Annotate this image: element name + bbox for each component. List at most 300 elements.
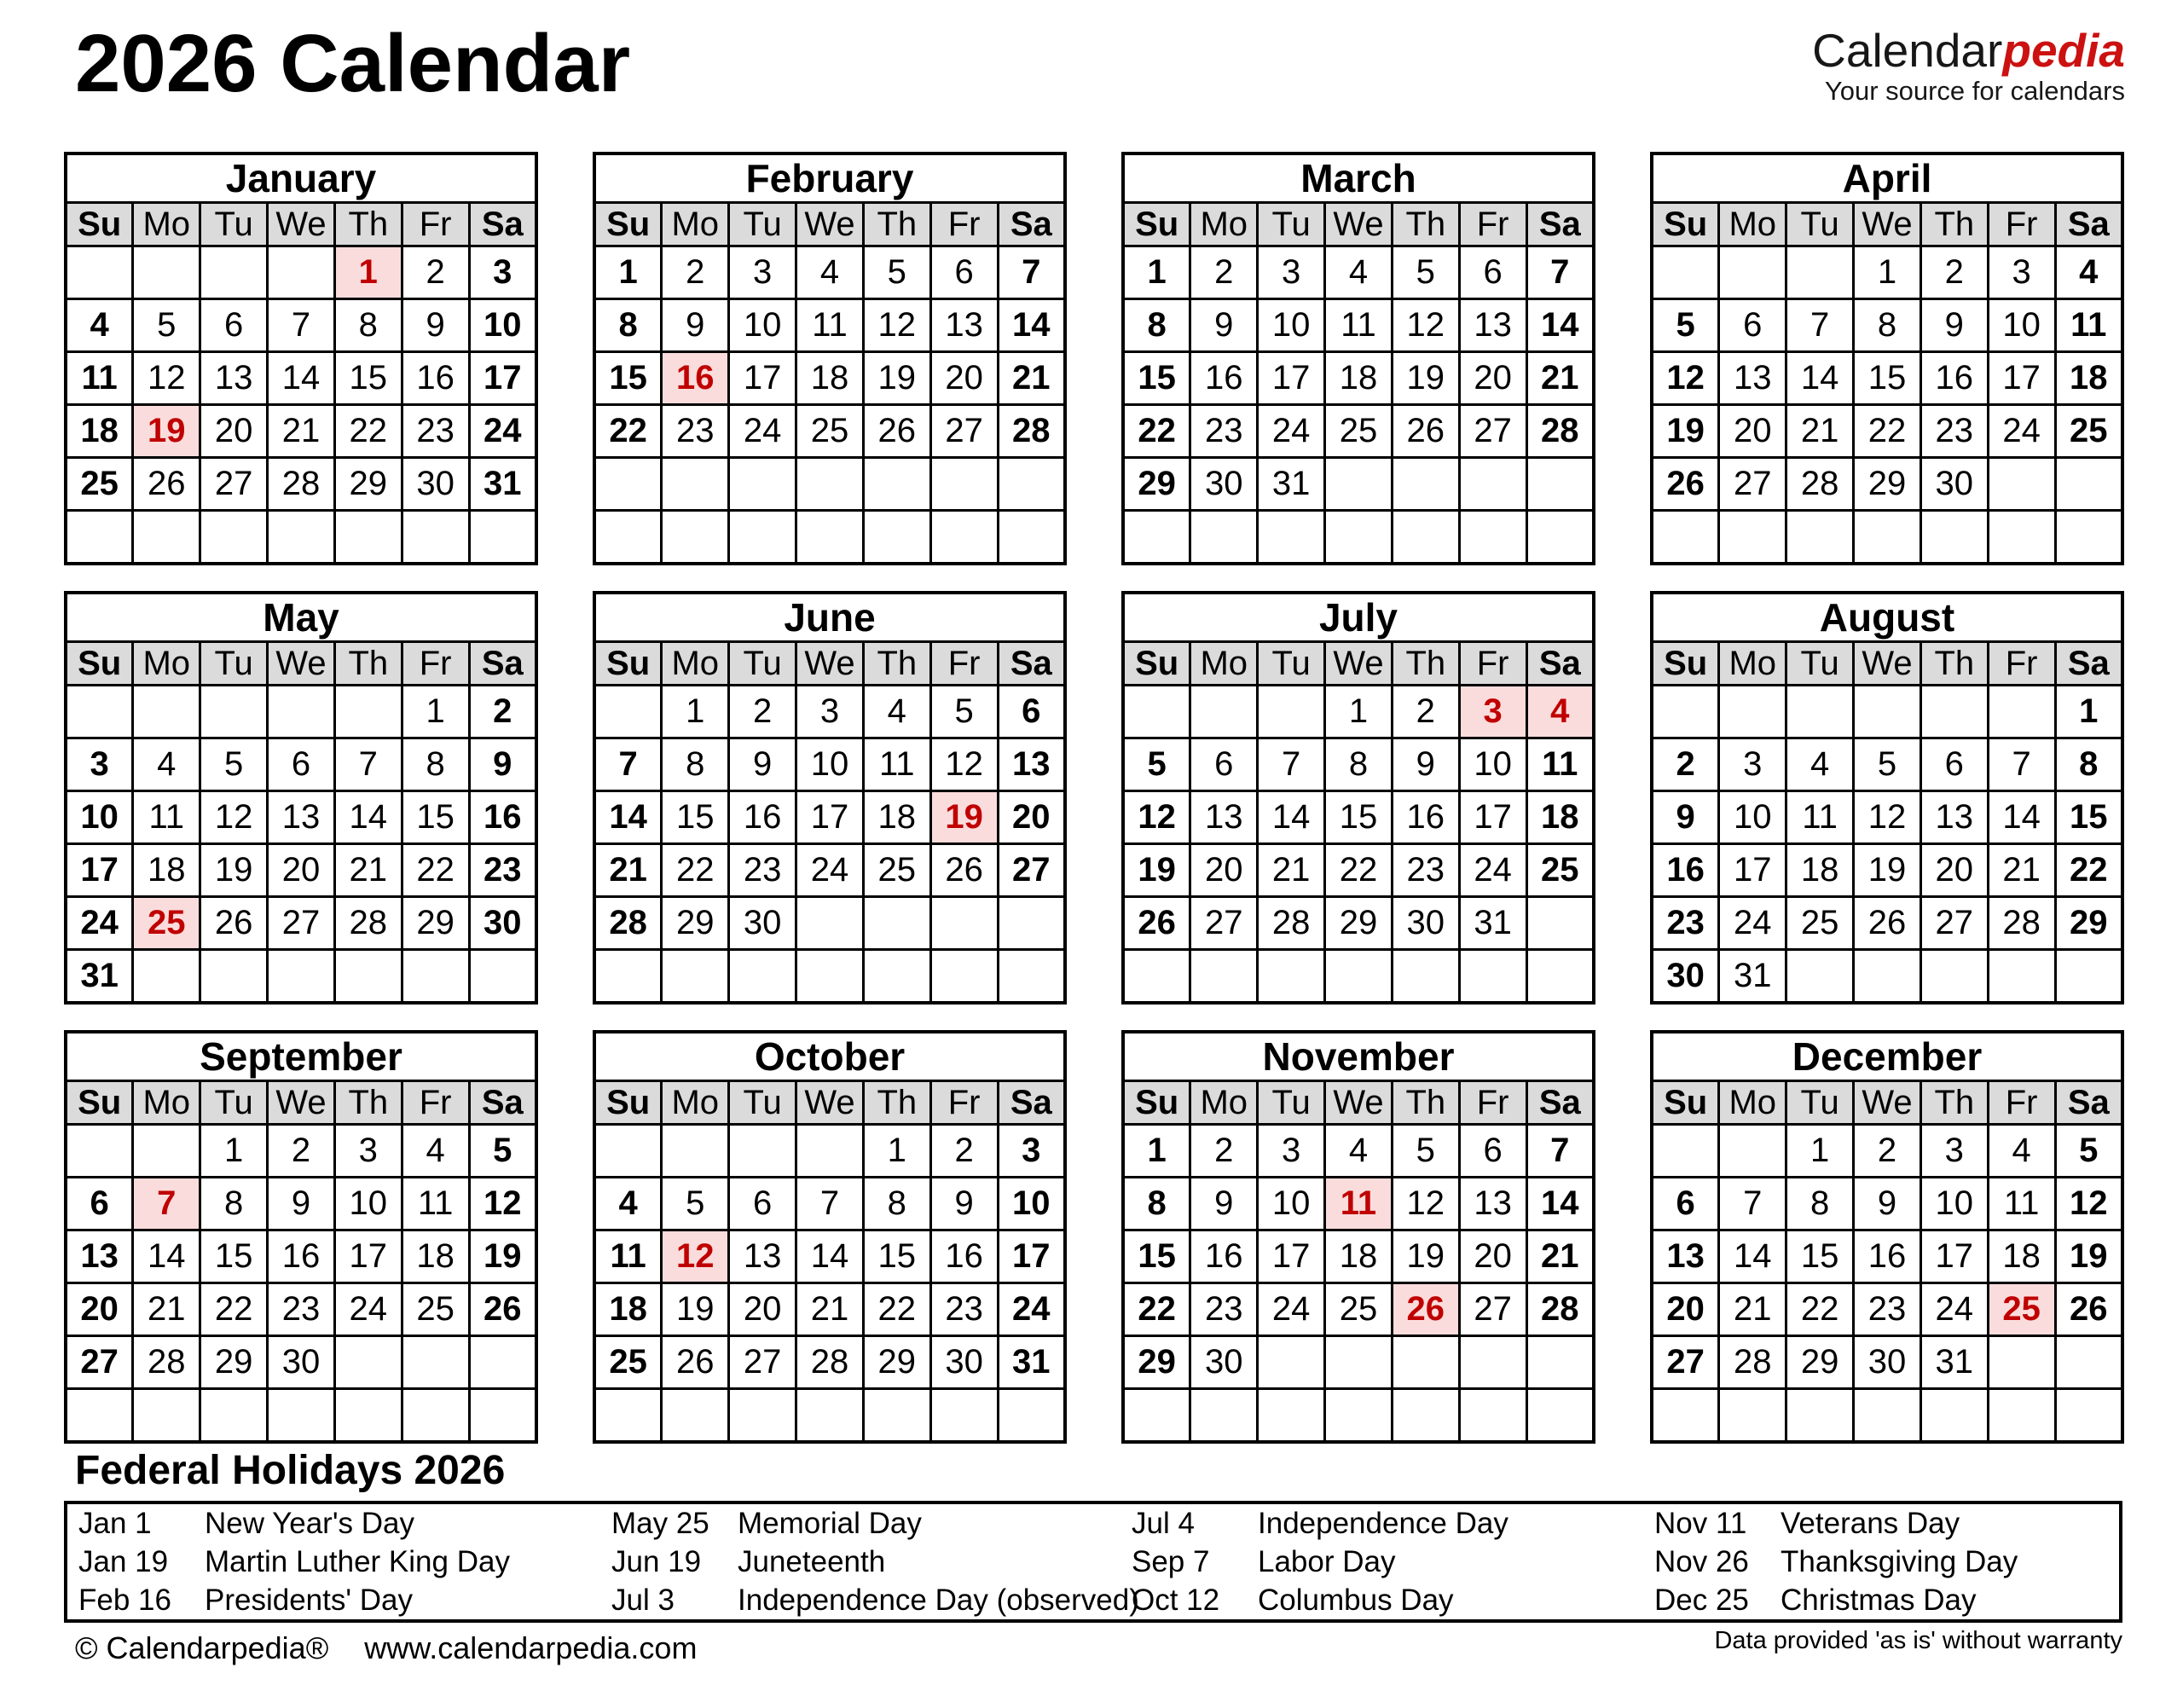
may-day-3: 3	[66, 738, 133, 791]
october-day-15: 15	[863, 1230, 930, 1283]
july-day-21: 21	[1258, 844, 1325, 897]
empty-cell	[402, 511, 469, 565]
empty-cell	[2055, 1389, 2122, 1443]
holiday-name: Independence Day (observed)	[738, 1584, 1139, 1617]
september-day-21: 21	[133, 1283, 200, 1336]
july-day-8: 8	[1325, 738, 1393, 791]
weekday-header-su: Su	[1652, 203, 1719, 246]
empty-cell	[998, 897, 1065, 950]
december-day-12: 12	[2055, 1178, 2122, 1230]
weekday-header-su: Su	[1123, 1081, 1190, 1125]
empty-cell	[1190, 686, 1258, 738]
april-day-26: 26	[1652, 458, 1719, 511]
empty-cell	[729, 1125, 796, 1178]
weekday-header-sa: Sa	[998, 1081, 1065, 1125]
page-title: 2026 Calendar	[75, 18, 631, 109]
federal-holidays-box	[64, 1501, 2122, 1623]
april-day-16: 16	[1920, 352, 1988, 405]
empty-cell	[1258, 1389, 1325, 1443]
empty-cell	[1719, 246, 1786, 299]
holiday-name: Independence Day	[1258, 1507, 1508, 1540]
federal-holidays-title: Federal Holidays 2026	[75, 1448, 506, 1493]
january-day-20: 20	[200, 405, 268, 458]
december-day-19: 19	[2055, 1230, 2122, 1283]
february-day-12: 12	[863, 299, 930, 352]
empty-cell	[133, 1125, 200, 1178]
march-day-23: 23	[1190, 405, 1258, 458]
april-day-30: 30	[1920, 458, 1988, 511]
march-day-8: 8	[1123, 299, 1190, 352]
december-day-23: 23	[1854, 1283, 1921, 1336]
august-day-21: 21	[1988, 844, 2055, 897]
september-day-25: 25	[402, 1283, 469, 1336]
november-day-11: 11	[1325, 1178, 1393, 1230]
october-day-14: 14	[796, 1230, 864, 1283]
october-day-18: 18	[594, 1283, 662, 1336]
august-day-30: 30	[1652, 950, 1719, 1004]
december-day-20: 20	[1652, 1283, 1719, 1336]
month-title-april: April	[1652, 153, 2122, 203]
june-day-20: 20	[998, 791, 1065, 844]
weekday-header-su: Su	[66, 642, 133, 686]
march-day-24: 24	[1258, 405, 1325, 458]
january-day-8: 8	[334, 299, 402, 352]
empty-cell	[1652, 1389, 1719, 1443]
april-day-1: 1	[1854, 246, 1921, 299]
october-day-26: 26	[662, 1336, 729, 1389]
december-day-15: 15	[1786, 1230, 1854, 1283]
empty-cell	[1123, 511, 1190, 565]
october-day-13: 13	[729, 1230, 796, 1283]
april-day-5: 5	[1652, 299, 1719, 352]
december-day-3: 3	[1920, 1125, 1988, 1178]
august-day-28: 28	[1988, 897, 2055, 950]
march-day-25: 25	[1325, 405, 1393, 458]
august-day-1: 1	[2055, 686, 2122, 738]
january-day-17: 17	[469, 352, 536, 405]
holiday-entry	[611, 1543, 1120, 1581]
empty-cell	[2055, 458, 2122, 511]
logo-tagline: Your source for calendars	[1824, 76, 2125, 106]
february-day-16: 16	[662, 352, 729, 405]
october-day-3: 3	[998, 1125, 1065, 1178]
february-day-20: 20	[930, 352, 998, 405]
january-day-7: 7	[268, 299, 335, 352]
empty-cell	[1988, 1389, 2055, 1443]
february-day-19: 19	[863, 352, 930, 405]
month-february	[593, 152, 1067, 565]
weekday-header-su: Su	[66, 203, 133, 246]
weekday-header-sa: Sa	[2055, 203, 2122, 246]
weekday-header-we: We	[1854, 1081, 1921, 1125]
september-day-17: 17	[334, 1230, 402, 1283]
october-day-5: 5	[662, 1178, 729, 1230]
april-day-12: 12	[1652, 352, 1719, 405]
september-day-30: 30	[268, 1336, 335, 1389]
empty-cell	[402, 1389, 469, 1443]
empty-cell	[796, 1125, 864, 1178]
august-day-23: 23	[1652, 897, 1719, 950]
february-day-15: 15	[594, 352, 662, 405]
march-day-5: 5	[1392, 246, 1459, 299]
weekday-header-sa: Sa	[2055, 642, 2122, 686]
july-day-11: 11	[1526, 738, 1594, 791]
empty-cell	[796, 1389, 864, 1443]
month-september	[64, 1030, 538, 1444]
december-day-5: 5	[2055, 1125, 2122, 1178]
april-day-17: 17	[1988, 352, 2055, 405]
august-day-5: 5	[1854, 738, 1921, 791]
empty-cell	[1459, 950, 1526, 1004]
weekday-header-sa: Sa	[1526, 203, 1594, 246]
empty-cell	[796, 458, 864, 511]
june-day-30: 30	[729, 897, 796, 950]
weekday-header-su: Su	[1123, 642, 1190, 686]
september-day-26: 26	[469, 1283, 536, 1336]
april-day-23: 23	[1920, 405, 1988, 458]
july-day-9: 9	[1392, 738, 1459, 791]
july-day-31: 31	[1459, 897, 1526, 950]
empty-cell	[1786, 686, 1854, 738]
september-day-1: 1	[200, 1125, 268, 1178]
august-day-13: 13	[1920, 791, 1988, 844]
february-day-7: 7	[998, 246, 1065, 299]
logo-wordmark	[1812, 24, 2125, 77]
weekday-header-fr: Fr	[1988, 1081, 2055, 1125]
february-day-8: 8	[594, 299, 662, 352]
holiday-entry	[1654, 1543, 2119, 1581]
empty-cell	[594, 1125, 662, 1178]
holiday-date: Jul 3	[611, 1584, 675, 1617]
month-title-june: June	[594, 593, 1065, 642]
may-day-18: 18	[133, 844, 200, 897]
february-day-3: 3	[729, 246, 796, 299]
october-day-17: 17	[998, 1230, 1065, 1283]
march-day-14: 14	[1526, 299, 1594, 352]
august-day-4: 4	[1786, 738, 1854, 791]
november-day-25: 25	[1325, 1283, 1393, 1336]
january-day-22: 22	[334, 405, 402, 458]
august-day-9: 9	[1652, 791, 1719, 844]
september-day-2: 2	[268, 1125, 335, 1178]
june-day-24: 24	[796, 844, 864, 897]
april-day-10: 10	[1988, 299, 2055, 352]
july-day-23: 23	[1392, 844, 1459, 897]
holiday-entry	[78, 1543, 600, 1581]
june-day-1: 1	[662, 686, 729, 738]
empty-cell	[66, 511, 133, 565]
march-day-7: 7	[1526, 246, 1594, 299]
weekday-header-mo: Mo	[662, 203, 729, 246]
august-day-7: 7	[1988, 738, 2055, 791]
november-day-3: 3	[1258, 1125, 1325, 1178]
empty-cell	[2055, 1336, 2122, 1389]
empty-cell	[1190, 1389, 1258, 1443]
february-day-9: 9	[662, 299, 729, 352]
empty-cell	[1526, 1336, 1594, 1389]
march-day-31: 31	[1258, 458, 1325, 511]
march-day-29: 29	[1123, 458, 1190, 511]
october-day-16: 16	[930, 1230, 998, 1283]
march-day-19: 19	[1392, 352, 1459, 405]
empty-cell	[334, 1336, 402, 1389]
october-day-25: 25	[594, 1336, 662, 1389]
january-day-2: 2	[402, 246, 469, 299]
april-day-14: 14	[1786, 352, 1854, 405]
december-day-30: 30	[1854, 1336, 1921, 1389]
december-day-4: 4	[1988, 1125, 2055, 1178]
october-day-6: 6	[729, 1178, 796, 1230]
holiday-date: Oct 12	[1132, 1584, 1220, 1617]
weekday-header-su: Su	[594, 1081, 662, 1125]
march-day-2: 2	[1190, 246, 1258, 299]
june-day-4: 4	[863, 686, 930, 738]
holiday-column-3	[1120, 1504, 1643, 1619]
january-day-10: 10	[469, 299, 536, 352]
weekday-header-mo: Mo	[1719, 203, 1786, 246]
month-title-august: August	[1652, 593, 2122, 642]
june-day-12: 12	[930, 738, 998, 791]
february-day-4: 4	[796, 246, 864, 299]
empty-cell	[1325, 458, 1393, 511]
calendarpedia-logo[interactable]	[1812, 24, 2125, 106]
copyright-text: © Calendarpedia®	[75, 1630, 329, 1665]
weekday-header-th: Th	[334, 1081, 402, 1125]
empty-cell	[1719, 1125, 1786, 1178]
december-day-26: 26	[2055, 1283, 2122, 1336]
february-day-27: 27	[930, 405, 998, 458]
august-day-19: 19	[1854, 844, 1921, 897]
march-day-13: 13	[1459, 299, 1526, 352]
january-day-27: 27	[200, 458, 268, 511]
april-day-25: 25	[2055, 405, 2122, 458]
june-day-27: 27	[998, 844, 1065, 897]
march-day-22: 22	[1123, 405, 1190, 458]
weekday-header-fr: Fr	[1988, 203, 2055, 246]
october-day-19: 19	[662, 1283, 729, 1336]
september-day-29: 29	[200, 1336, 268, 1389]
holiday-entry	[1654, 1581, 2119, 1619]
weekday-header-th: Th	[1392, 642, 1459, 686]
weekday-header-fr: Fr	[1459, 203, 1526, 246]
october-day-1: 1	[863, 1125, 930, 1178]
february-day-21: 21	[998, 352, 1065, 405]
august-day-25: 25	[1786, 897, 1854, 950]
empty-cell	[1854, 950, 1921, 1004]
july-day-13: 13	[1190, 791, 1258, 844]
september-day-28: 28	[133, 1336, 200, 1389]
holiday-name: Christmas Day	[1781, 1584, 1977, 1617]
empty-cell	[1526, 950, 1594, 1004]
empty-cell	[1325, 1336, 1393, 1389]
months-row-2	[64, 591, 2124, 1005]
weekday-header-mo: Mo	[1190, 642, 1258, 686]
february-day-11: 11	[796, 299, 864, 352]
september-day-3: 3	[334, 1125, 402, 1178]
website-link[interactable]: www.calendarpedia.com	[364, 1630, 698, 1665]
weekday-header-th: Th	[1920, 642, 1988, 686]
month-october	[593, 1030, 1067, 1444]
may-day-2: 2	[469, 686, 536, 738]
empty-cell	[66, 1125, 133, 1178]
empty-cell	[1459, 511, 1526, 565]
january-day-6: 6	[200, 299, 268, 352]
empty-cell	[1988, 511, 2055, 565]
december-day-2: 2	[1854, 1125, 1921, 1178]
weekday-header-sa: Sa	[1526, 1081, 1594, 1125]
july-day-16: 16	[1392, 791, 1459, 844]
empty-cell	[1392, 511, 1459, 565]
empty-cell	[796, 950, 864, 1004]
weekday-header-fr: Fr	[930, 203, 998, 246]
empty-cell	[1854, 1389, 1921, 1443]
empty-cell	[1123, 686, 1190, 738]
august-day-22: 22	[2055, 844, 2122, 897]
disclaimer-text: Data provided 'as is' without warranty	[1714, 1627, 2122, 1654]
march-day-18: 18	[1325, 352, 1393, 405]
july-day-17: 17	[1459, 791, 1526, 844]
january-day-29: 29	[334, 458, 402, 511]
january-day-16: 16	[402, 352, 469, 405]
empty-cell	[1392, 950, 1459, 1004]
holiday-name: Thanksgiving Day	[1781, 1545, 2018, 1578]
july-day-26: 26	[1123, 897, 1190, 950]
empty-cell	[1190, 950, 1258, 1004]
month-december	[1650, 1030, 2124, 1444]
empty-cell	[1988, 458, 2055, 511]
weekday-header-we: We	[1325, 203, 1393, 246]
june-day-14: 14	[594, 791, 662, 844]
empty-cell	[1652, 246, 1719, 299]
holiday-name: New Year's Day	[205, 1507, 414, 1540]
august-day-3: 3	[1719, 738, 1786, 791]
september-day-20: 20	[66, 1283, 133, 1336]
empty-cell	[1652, 511, 1719, 565]
weekday-header-th: Th	[334, 203, 402, 246]
november-day-28: 28	[1526, 1283, 1594, 1336]
april-day-21: 21	[1786, 405, 1854, 458]
empty-cell	[662, 458, 729, 511]
march-day-15: 15	[1123, 352, 1190, 405]
holiday-entry	[1654, 1504, 2119, 1543]
february-day-23: 23	[662, 405, 729, 458]
weekday-header-tu: Tu	[1258, 642, 1325, 686]
february-day-13: 13	[930, 299, 998, 352]
empty-cell	[2055, 950, 2122, 1004]
july-day-1: 1	[1325, 686, 1393, 738]
weekday-header-sa: Sa	[469, 1081, 536, 1125]
october-day-7: 7	[796, 1178, 864, 1230]
weekday-header-fr: Fr	[930, 1081, 998, 1125]
september-day-9: 9	[268, 1178, 335, 1230]
january-day-4: 4	[66, 299, 133, 352]
empty-cell	[66, 1389, 133, 1443]
january-day-21: 21	[268, 405, 335, 458]
weekday-header-we: We	[796, 1081, 864, 1125]
may-day-8: 8	[402, 738, 469, 791]
month-title-october: October	[594, 1032, 1065, 1081]
may-day-17: 17	[66, 844, 133, 897]
october-day-12: 12	[662, 1230, 729, 1283]
weekday-header-we: We	[268, 642, 335, 686]
may-day-9: 9	[469, 738, 536, 791]
february-day-1: 1	[594, 246, 662, 299]
november-day-5: 5	[1392, 1125, 1459, 1178]
january-day-31: 31	[469, 458, 536, 511]
november-day-27: 27	[1459, 1283, 1526, 1336]
september-day-7: 7	[133, 1178, 200, 1230]
empty-cell	[796, 511, 864, 565]
weekday-header-fr: Fr	[1459, 642, 1526, 686]
august-day-24: 24	[1719, 897, 1786, 950]
empty-cell	[1719, 686, 1786, 738]
empty-cell	[998, 458, 1065, 511]
january-day-3: 3	[469, 246, 536, 299]
weekday-header-sa: Sa	[998, 642, 1065, 686]
october-day-30: 30	[930, 1336, 998, 1389]
june-day-15: 15	[662, 791, 729, 844]
july-day-7: 7	[1258, 738, 1325, 791]
empty-cell	[1526, 458, 1594, 511]
december-day-18: 18	[1988, 1230, 2055, 1283]
holiday-date: May 25	[611, 1507, 709, 1540]
empty-cell	[200, 950, 268, 1004]
logo-text-red: pedia	[2002, 24, 2125, 77]
june-day-7: 7	[594, 738, 662, 791]
empty-cell	[334, 950, 402, 1004]
empty-cell	[133, 1389, 200, 1443]
weekday-header-mo: Mo	[133, 203, 200, 246]
empty-cell	[863, 458, 930, 511]
february-day-24: 24	[729, 405, 796, 458]
empty-cell	[662, 950, 729, 1004]
empty-cell	[1920, 686, 1988, 738]
november-day-1: 1	[1123, 1125, 1190, 1178]
weekday-header-th: Th	[863, 1081, 930, 1125]
march-day-16: 16	[1190, 352, 1258, 405]
holiday-date: Feb 16	[78, 1584, 171, 1617]
december-day-1: 1	[1786, 1125, 1854, 1178]
june-day-2: 2	[729, 686, 796, 738]
october-day-27: 27	[729, 1336, 796, 1389]
december-day-9: 9	[1854, 1178, 1921, 1230]
empty-cell	[662, 1389, 729, 1443]
weekday-header-mo: Mo	[1190, 1081, 1258, 1125]
january-day-15: 15	[334, 352, 402, 405]
empty-cell	[1988, 686, 2055, 738]
weekday-header-tu: Tu	[1786, 1081, 1854, 1125]
march-day-4: 4	[1325, 246, 1393, 299]
october-day-22: 22	[863, 1283, 930, 1336]
november-day-22: 22	[1123, 1283, 1190, 1336]
empty-cell	[930, 1389, 998, 1443]
march-day-3: 3	[1258, 246, 1325, 299]
empty-cell	[268, 1389, 335, 1443]
january-day-1: 1	[334, 246, 402, 299]
november-day-2: 2	[1190, 1125, 1258, 1178]
empty-cell	[402, 950, 469, 1004]
holiday-name: Labor Day	[1258, 1545, 1396, 1578]
empty-cell	[998, 511, 1065, 565]
april-day-20: 20	[1719, 405, 1786, 458]
holiday-date: Nov 26	[1654, 1545, 1749, 1578]
logo-text-black: Calendar	[1812, 24, 2003, 77]
empty-cell	[334, 1389, 402, 1443]
december-day-16: 16	[1854, 1230, 1921, 1283]
month-title-january: January	[66, 153, 536, 203]
january-day-12: 12	[133, 352, 200, 405]
august-day-17: 17	[1719, 844, 1786, 897]
